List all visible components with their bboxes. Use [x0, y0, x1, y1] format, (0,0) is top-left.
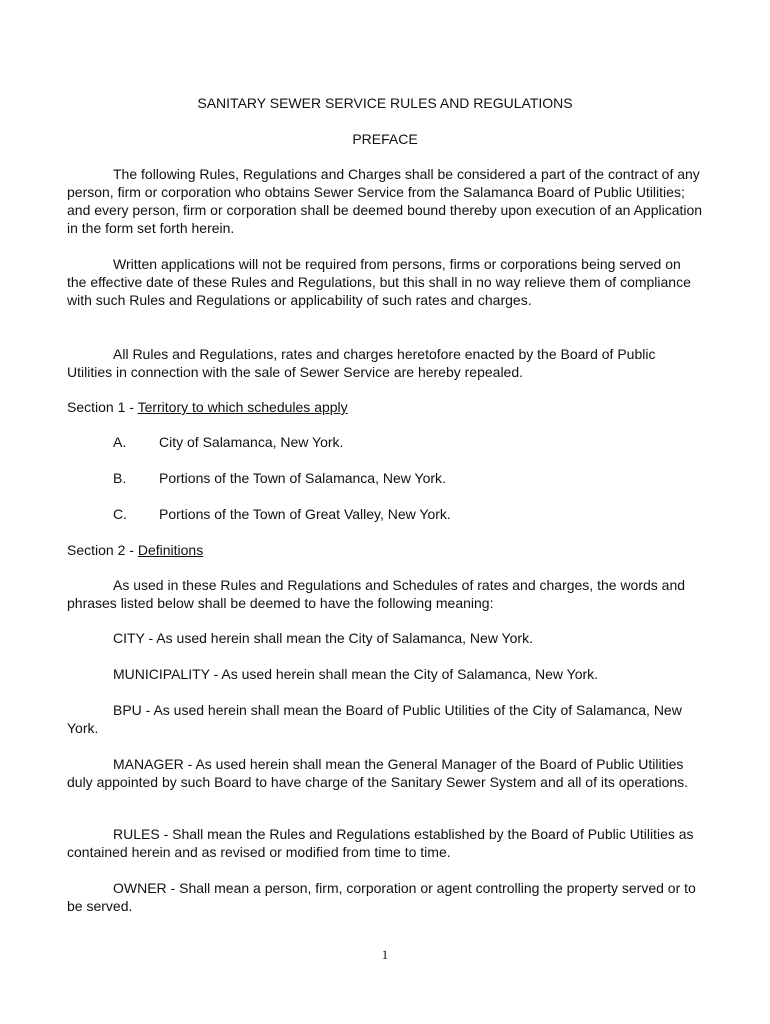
- document-title: SANITARY SEWER SERVICE RULES AND REGULATIONS: [197, 95, 573, 111]
- section-1-heading: [67, 398, 348, 416]
- item-letter: B.: [113, 470, 127, 486]
- section-2-heading: [67, 541, 203, 559]
- section-1-prefix: Section 1 -: [67, 399, 138, 415]
- page-number: 1: [381, 947, 389, 962]
- definition-rules: RULES - Shall mean the Rules and Regulations established by the Board of Public Utilities as contained herein and as revised or modified from time to time.: [67, 826, 694, 860]
- item-letter: C.: [113, 506, 127, 522]
- item-text: Portions of the Town of Salamanca, New York.: [159, 470, 446, 486]
- section-1-title: Territory to which schedules apply: [137, 399, 348, 415]
- item-letter: A.: [113, 434, 127, 450]
- preface-heading: PREFACE: [352, 131, 418, 147]
- definition-manager: MANAGER - As used herein shall mean the General Manager of the Board of Public Utilities duly appointed by such Board to have charge of the Sanitary Sewer System and all of its operations.: [67, 756, 689, 790]
- preface-paragraph: Written applications will not be required from persons, firms or corporations being served on the effective date of these Rules and Regulations, but this shall in no way relieve them of compliance with such Rules and Regulations or applicability of such rates and charges.: [67, 256, 691, 308]
- definition-owner: OWNER - Shall mean a person, firm, corporation or agent controlling the property served or to be served.: [67, 880, 696, 914]
- definitions-intro: As used in these Rules and Regulations and Schedules of rates and charges, the words and phrases listed below shall be deemed to have the following meaning:: [67, 577, 686, 611]
- section-2-title: Definitions: [137, 542, 204, 558]
- definition-bpu: BPU - As used herein shall mean the Board of Public Utilities of the City of Salamanca, New York.: [67, 702, 682, 736]
- preface-paragraph: All Rules and Regulations, rates and charges heretofore enacted by the Board of Public Utilities in connection with the sale of Sewer Service are hereby repealed.: [67, 346, 656, 380]
- section-2-prefix: Section 2 -: [67, 542, 138, 558]
- item-text: Portions of the Town of Great Valley, New York.: [159, 506, 451, 522]
- definition-city: CITY - As used herein shall mean the City of Salamanca, New York.: [113, 630, 533, 646]
- item-text: City of Salamanca, New York.: [159, 434, 344, 450]
- preface-paragraph: The following Rules, Regulations and Charges shall be considered a part of the contract of any person, firm or corporation who obtains Sewer Service from the Salamanca Board of Public Utilities; and every person, firm or corporation shall be deemed bound thereby upon execution of an Application in the form set forth herein.: [67, 166, 703, 236]
- definition-municipality: MUNICIPALITY - As used herein shall mean the City of Salamanca, New York.: [113, 666, 599, 682]
